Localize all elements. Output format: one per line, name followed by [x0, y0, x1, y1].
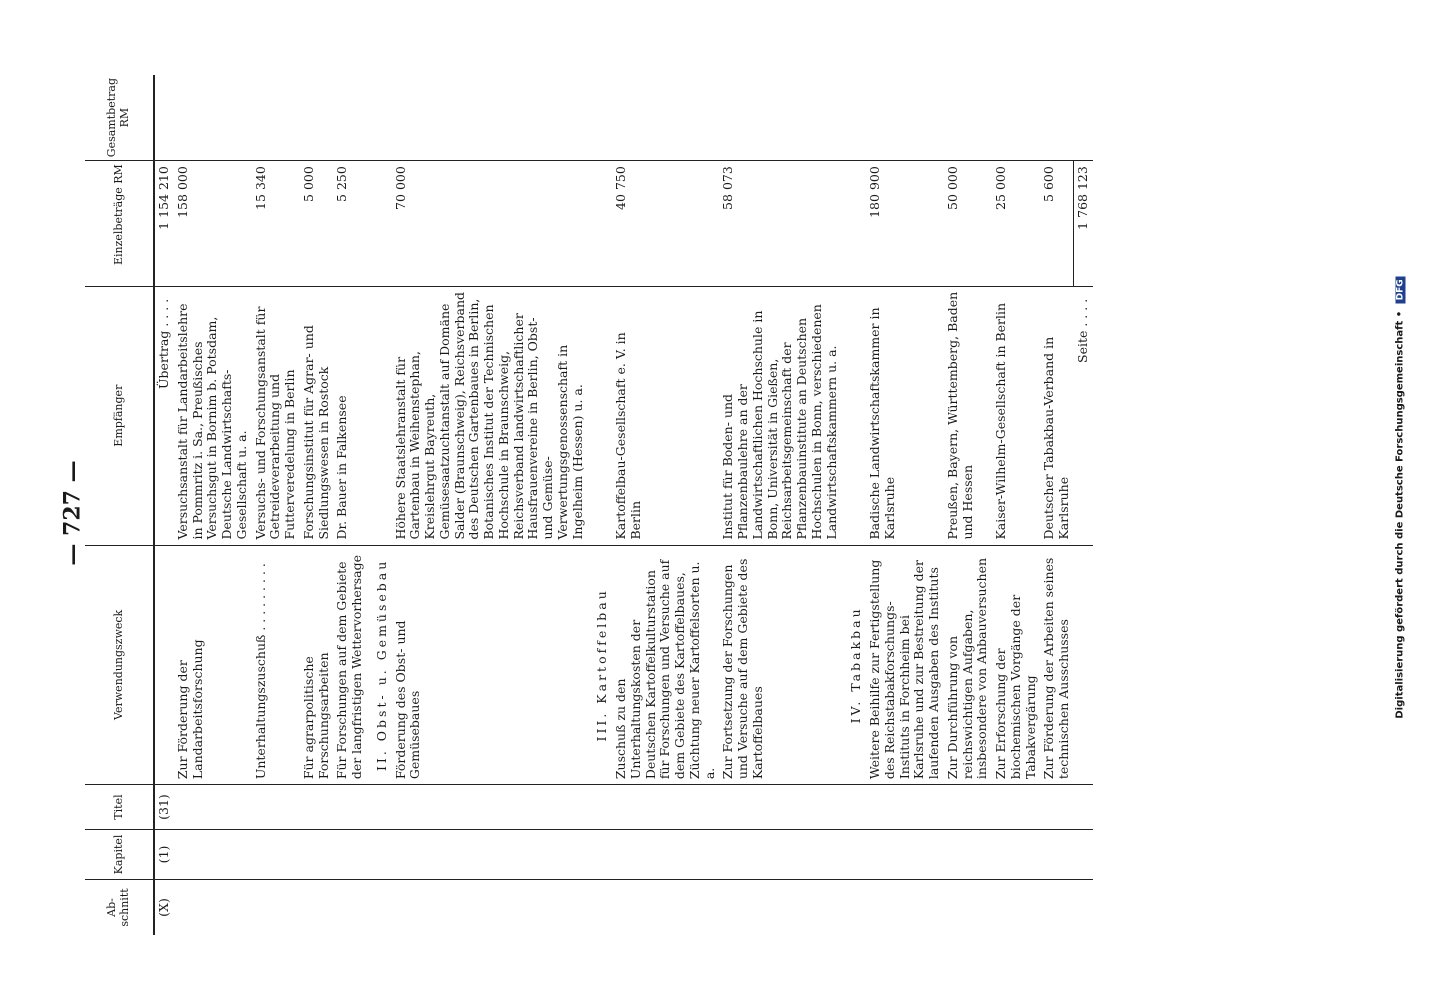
cell-einzel: 5 250: [333, 161, 367, 287]
cell-abschnitt: [367, 879, 392, 935]
table-row: [587, 75, 612, 935]
cell-titel: [841, 785, 866, 830]
cell-gesamt: [866, 75, 944, 161]
cell-einzel: [367, 161, 392, 287]
table-row: [252, 75, 300, 935]
cell-abschnitt: [866, 879, 944, 935]
cell-einzel: 70 000: [392, 161, 588, 287]
cell-abschnitt: [587, 879, 612, 935]
cell-gesamt: [154, 75, 174, 161]
cell-einzel: 40 750: [612, 161, 719, 287]
cell-gesamt: [300, 75, 334, 161]
cell-kapitel: [1040, 829, 1074, 879]
cell-gesamt: [612, 75, 719, 161]
cell-empfaenger: Seite . . . .: [1074, 286, 1093, 545]
page-number: — 727 —: [59, 460, 86, 566]
cell-einzel: 158 000: [174, 161, 252, 287]
cell-zweck: Zur Durchführung von reichswichtigen Aufgaben, insbesondere von Anbauversuchen: [944, 545, 992, 785]
cell-einzel: 1 154 210: [154, 161, 174, 287]
table-row: [174, 75, 252, 935]
cell-kapitel: [612, 829, 719, 879]
cell-abschnitt: [719, 879, 841, 935]
budget-table-rotated: [85, 75, 1340, 935]
cell-abschnitt: [300, 879, 334, 935]
cell-empfaenger: Dr. Bauer in Falkensee: [333, 286, 367, 545]
cell-zweck: Unterhaltungszuschuß . . . . . . . . .: [252, 545, 300, 785]
cell-titel: (31): [154, 785, 174, 830]
cell-titel: [866, 785, 944, 830]
cell-titel: [1074, 785, 1093, 830]
cell-empfaenger: Institut für Boden- und Pflanzenbaulehre an der Landwirtschaftlichen Hochschule in Bonn, Universität in Gießen, Reichsarbeitsgemeinschaft der Pflanzenbauinstitute an Deutschen Hochschulen in Bonn, verschiedenen Landwirtschaftskammern u. a.: [719, 286, 841, 545]
cell-zweck: Zur Förderung der Arbeiten seines technischen Ausschusses: [1040, 545, 1074, 785]
cell-gesamt: [719, 75, 841, 161]
cell-zweck: II. Obst- u. Gemüsebau: [367, 545, 392, 785]
cell-kapitel: [866, 829, 944, 879]
cell-zweck: Für Forschungen auf dem Gebiete der langfristigen Wettervorhersage: [333, 545, 367, 785]
cell-einzel: 50 000: [944, 161, 992, 287]
cell-titel: [1040, 785, 1074, 830]
cell-kapitel: (1): [154, 829, 174, 879]
cell-abschnitt: [612, 879, 719, 935]
cell-abschnitt: (X): [156, 898, 171, 917]
table-row: [612, 75, 719, 935]
cell-titel: [992, 785, 1040, 830]
cell-kapitel: [944, 829, 992, 879]
header-abschnitt: Ab-schnitt: [85, 879, 154, 935]
cell-zweck: IV. Tabakbau: [841, 545, 866, 785]
cell-empfaenger: Übertrag . . . .: [154, 286, 174, 545]
cell-empfaenger: [841, 286, 866, 545]
cell-kapitel: [252, 829, 300, 879]
cell-empfaenger: Preußen, Bayern, Württemberg, Baden und Hessen: [944, 286, 992, 545]
cell-gesamt: [252, 75, 300, 161]
table-row: [992, 75, 1040, 935]
cell-titel: [392, 785, 588, 830]
cell-kapitel: [841, 829, 866, 879]
cell-abschnitt: [944, 879, 992, 935]
cell-zweck: Weitere Beihilfe zur Fertigstellung des Reichstabakforschungs-Instituts in Forchheim bei Karlsruhe und zur Bestreitung der laufenden Ausgaben des Instituts: [866, 545, 944, 785]
table-row: [944, 75, 992, 935]
cell-zweck: [1074, 545, 1093, 785]
cell-zweck: III. Kartoffelbau: [587, 545, 612, 785]
table-row: [866, 75, 944, 935]
cell-kapitel: [992, 829, 1040, 879]
header-kapitel: Kapitel: [85, 829, 154, 879]
header-gesamt: Gesamtbetrag RM: [85, 75, 154, 161]
cell-einzel: 25 000: [992, 161, 1040, 287]
header-einzel: Einzelbeträge RM: [85, 161, 154, 287]
header-row: [85, 75, 154, 935]
cell-gesamt: [587, 75, 612, 161]
cell-abschnitt: [333, 879, 367, 935]
cell-gesamt: [1074, 75, 1093, 161]
header-zweck: Verwendungszweck: [85, 545, 154, 785]
cell-gesamt: [174, 75, 252, 161]
cell-titel: [174, 785, 252, 830]
cell-gesamt: [367, 75, 392, 161]
cell-kapitel: [392, 829, 588, 879]
cell-titel: [333, 785, 367, 830]
cell-zweck: Für agrarpolitische Forschungsarbeiten: [300, 545, 334, 785]
table-row: [333, 75, 367, 935]
cell-einzel: [841, 161, 866, 287]
cell-abschnitt: [992, 879, 1040, 935]
dfg-logo: DFG: [1396, 276, 1406, 303]
table-row: [719, 75, 841, 935]
cell-zweck: Zur Förderung der Landarbeitsforschung: [174, 545, 252, 785]
cell-zweck: Förderung des Obst- und Gemüsebaues: [392, 545, 588, 785]
cell-abschnitt: [392, 879, 588, 935]
cell-abschnitt: [252, 879, 300, 935]
cell-zweck: Zur Fortsetzung der Forschungen und Versuche auf dem Gebiete des Kartoffelbaues: [719, 545, 841, 785]
cell-kapitel: [300, 829, 334, 879]
cell-kapitel: [587, 829, 612, 879]
header-empfaenger: Empfänger: [85, 286, 154, 545]
cell-zweck: [154, 545, 174, 785]
cell-kapitel: [719, 829, 841, 879]
cell-kapitel: [174, 829, 252, 879]
footer-text: Digitalisierung gefördert durch die Deutsche Forschungsgemeinschaft •: [1394, 310, 1406, 719]
cell-empfaenger: Versuchsanstalt für Landarbeitslehre in Pommritz i. Sa., Preußisches Versuchsgut in Bornim b. Potsdam, Deutsche Landwirtschafts-Gesellschaft u. a.: [174, 286, 252, 545]
cell-einzel: 180 900: [866, 161, 944, 287]
cell-titel: [367, 785, 392, 830]
cell-einzel: 5 000: [300, 161, 334, 287]
cell-kapitel: [1074, 829, 1093, 879]
cell-abschnitt: [1040, 879, 1074, 935]
cell-einzel: 5 600: [1040, 161, 1074, 287]
cell-abschnitt: [174, 879, 252, 935]
table-row: [154, 75, 174, 935]
cell-empfaenger: Kaiser-Wilhelm-Gesellschaft in Berlin: [992, 286, 1040, 545]
cell-gesamt: [333, 75, 367, 161]
cell-gesamt: [392, 75, 588, 161]
cell-empfaenger: [587, 286, 612, 545]
header-titel: Titel: [85, 785, 154, 830]
cell-titel: [252, 785, 300, 830]
table-row: [841, 75, 866, 935]
cell-empfaenger: Badische Landwirtschaftskammer in Karlsruhe: [866, 286, 944, 545]
table-body: [154, 75, 1093, 935]
table-row: [392, 75, 588, 935]
cell-einzel: 58 073: [719, 161, 841, 287]
cell-titel: [300, 785, 334, 830]
cell-gesamt: [1040, 75, 1074, 161]
cell-titel: [612, 785, 719, 830]
cell-kapitel: [367, 829, 392, 879]
cell-abschnitt: [841, 879, 866, 935]
cell-empfaenger: Versuchs- und Forschungsanstalt für Getreideverarbeitung und Futterveredelung in Berlin: [252, 286, 300, 545]
cell-gesamt: [944, 75, 992, 161]
cell-zweck: Zur Erforschung der biochemischen Vorgänge der Tabakvergärung: [992, 545, 1040, 785]
dfg-footer: [1395, 148, 1406, 848]
cell-empfaenger: Deutscher Tabakbau-Verband in Karlsruhe: [1040, 286, 1074, 545]
cell-einzel: 15 340: [252, 161, 300, 287]
cell-empfaenger: Höhere Staatslehranstalt für Gartenbau in Weihenstephan, Kreislehrgut Bayreuth, Gemüsesaatzuchtanstalt auf Domäne Salder (Braunschweig), Reichsverband des Deutschen Gartenbaues in Berlin, Botanisches Institut der Technischen Hochschule in Braunschweig, Reichsverband landwirtschaftlicher Hausfrauenvereine in Berlin, Obst- und Gemüse-Verwertungsgenossenschaft in Ingelheim (Hessen) u. a.: [392, 286, 588, 545]
cell-einzel: 1 768 123: [1074, 161, 1093, 287]
cell-abschnitt: [1074, 879, 1093, 935]
table-row: [300, 75, 334, 935]
cell-einzel: [587, 161, 612, 287]
table-row: [1040, 75, 1074, 935]
cell-gesamt: [841, 75, 866, 161]
cell-gesamt: [992, 75, 1040, 161]
table-row: [1074, 75, 1093, 935]
cell-empfaenger: Kartoffelbau-Gesellschaft e. V. in Berlin: [612, 286, 719, 545]
cell-titel: [944, 785, 992, 830]
cell-zweck: Zuschuß zu den Unterhaltungskosten der Deutschen Kartoffelkulturstation für Forschungen und Versuche auf dem Gebiete des Kartoffelbaues, Züchtung neuer Kartoffelsorten u. a.: [612, 545, 719, 785]
cell-titel: [719, 785, 841, 830]
budget-table: [85, 75, 1093, 935]
table-row: [367, 75, 392, 935]
cell-empfaenger: [367, 286, 392, 545]
cell-empfaenger: Forschungsinstitut für Agrar- und Siedlungswesen in Rostock: [300, 286, 334, 545]
cell-titel: [587, 785, 612, 830]
cell-kapitel: [333, 829, 367, 879]
